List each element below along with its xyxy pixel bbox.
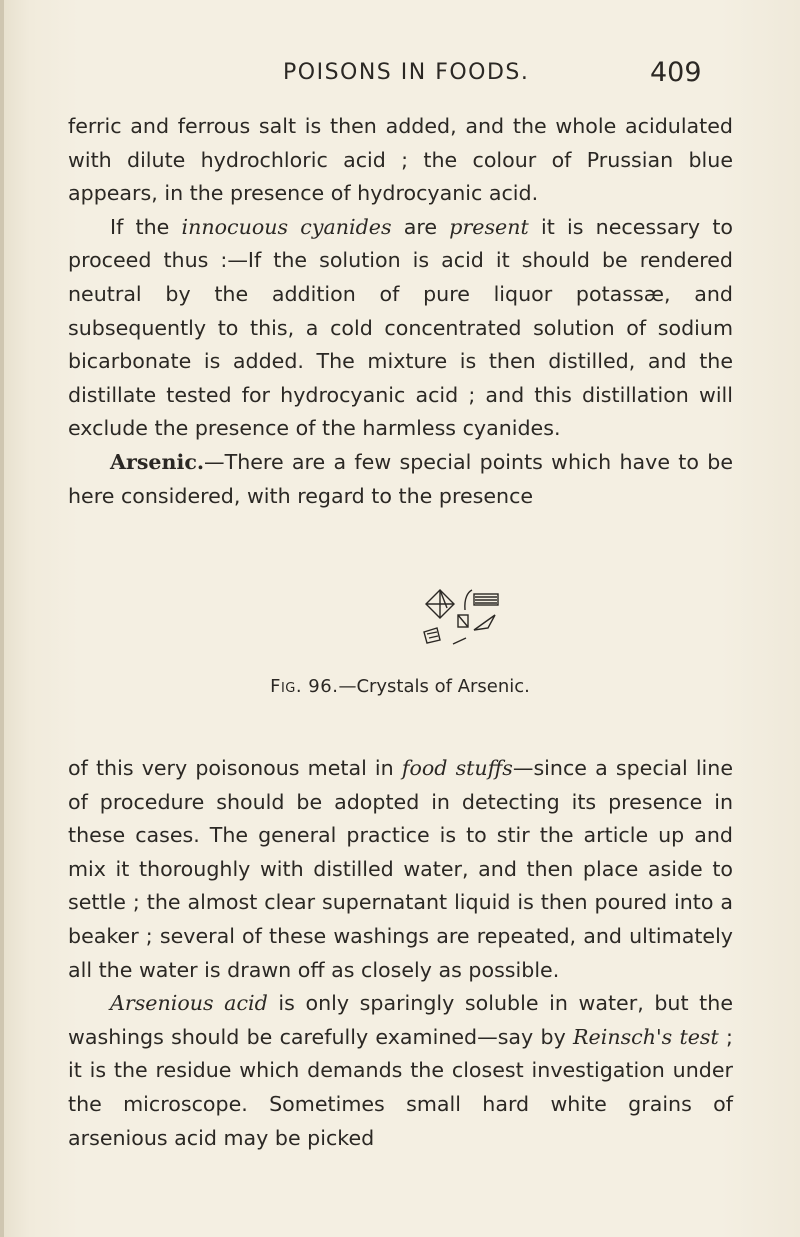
- section-heading-arsenic: Arsenic.: [110, 449, 205, 474]
- paragraph-arsenious-acid: Arsenious acid is only sparingly soluble in water, but the washings should be carefully examined—say by Reinsch's test ; it is the residue which demands the closest investigation under the microscope. Sometimes small hard white grains of arsenious acid may be picked: [68, 991, 733, 1150]
- page-header: [283, 57, 743, 100]
- crystal-needle: [465, 590, 472, 610]
- paragraph-arsenic: Arsenic.—There are a few special points which have to be here considered, with regard to the presence: [68, 449, 733, 508]
- figure-label: Fig. 96.: [270, 676, 339, 697]
- book-spine-edge: [0, 0, 4, 1237]
- page-number: 409: [650, 57, 702, 88]
- emphasis-present: present: [449, 214, 529, 239]
- paragraph-cyanides: If the innocuous cyanides are present it is necessary to proceed thus :—If the solution is acid it should be rendered neutral by the addition of pure liquor potassæ, and subsequently to this, a cold concentrated solution of sodium bicarbonate is added. The mixture is then distilled, and the distillate tested for hydrocyanic acid ; and this distillation will exclude the presence of the harmless cyanides.: [68, 214, 733, 441]
- crystal-sliver: [453, 638, 466, 644]
- figure-caption-text: —Crystals of Arsenic.: [338, 676, 530, 697]
- crystals-illustration: [420, 588, 550, 668]
- body-text-bottom: [68, 752, 733, 1155]
- crystal-shard: [474, 615, 495, 630]
- emphasis-innocuous-cyanides: innocuous cyanides: [181, 214, 392, 239]
- figure-caption: [0, 676, 800, 697]
- body-text-top: [68, 110, 733, 513]
- running-title: POISONS IN FOODS.: [283, 60, 530, 85]
- emphasis-arsenious-acid: Arsenious acid: [110, 991, 268, 1016]
- emphasis-reinsch-test: Reinsch's test: [573, 1024, 719, 1049]
- paragraph-continuation: ferric and ferrous salt is then added, and the whole acidulated with dilute hydrochloric acid ; the colour of Prussian blue appears, in the presence of hydrocyanic acid.: [68, 114, 733, 206]
- paragraph-food-stuffs: of this very poisonous metal in food stuffs—since a special line of procedure should be adopted in detecting its presence in these cases. The general practice is to stir the article up and mix it thoroughly with distilled water, and then place aside to settle ; the almost clear supernatant liquid is then poured into a beaker ; several of these washings are repeated, and ultimately all the water is drawn off as closely as possible.: [68, 756, 734, 982]
- emphasis-food-stuffs: food stuffs: [401, 756, 513, 780]
- figure-arsenic-crystals: [420, 588, 550, 668]
